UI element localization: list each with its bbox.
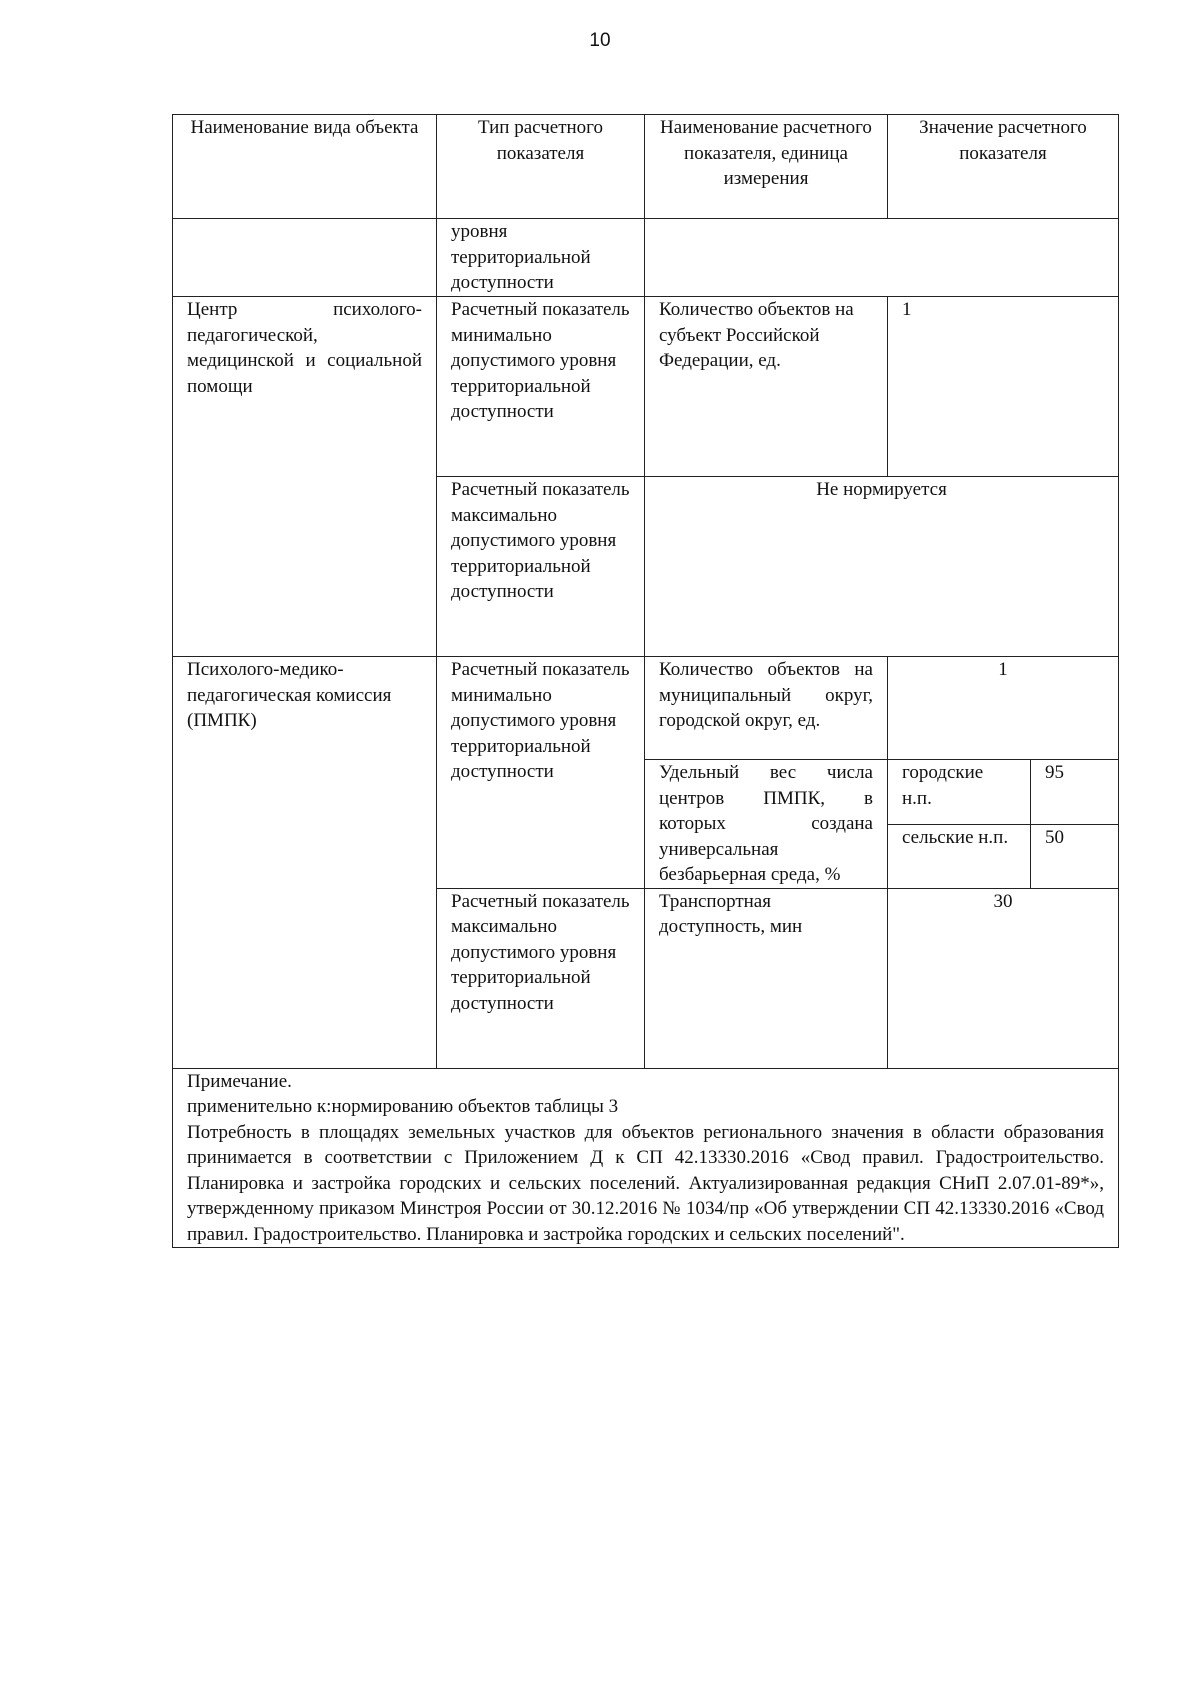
psych-center-name: Центр психолого-педагогической, медицинской и социальной помощи — [173, 297, 437, 657]
note-title: Примечание. — [187, 1070, 292, 1092]
table-row — [173, 297, 1119, 477]
note-body: Потребность в площадях земельных участков для объектов регионального значения в области образования принимается в соответствии с Приложением Д к СП 42.13330.2016 «Свод правил. Градостроительство. Планировка и застройка городских и сельских поселений. Актуализированная редакция СНиП 2.07.01-89*», утвержденному приказом Минстроя России от 30.12.2016 № 1034/пр «Об утверждении СП 42.13330.2016 «Свод правил. Градостроительство. Планировка и застройка городских и сельских поселений". — [187, 1121, 1104, 1245]
table-row — [173, 657, 1119, 760]
pmpk-count-indicator: Количество объектов на муниципальный округ, городской округ, ед. — [645, 657, 888, 760]
pmpk-rural-label: сельские н.п. — [888, 825, 1031, 888]
pmpk-rural-value: 50 — [1031, 825, 1119, 888]
pmpk-urban-label: городские н.п. — [888, 760, 1031, 825]
psych-center-max-type: Расчетный показатель максимально допустимого уровня территориальной доступности — [437, 477, 645, 657]
pmpk-transport-indicator: Транспортная доступность, мин — [645, 888, 888, 1068]
psych-center-min-type: Расчетный показатель минимально допустимого уровня территориальной доступности — [437, 297, 645, 477]
pmpk-urban-value: 95 — [1031, 760, 1119, 825]
header-indicator-value: Значение расчетного показателя — [888, 115, 1119, 219]
pmpk-min-type: Расчетный показатель минимально допустимого уровня территориальной доступности — [437, 657, 645, 889]
indicators-table — [172, 114, 1119, 1248]
pmpk-transport-value: 30 — [888, 888, 1119, 1068]
header-object-type: Наименование вида объекта — [173, 115, 437, 219]
note-line1: применительно к:нормированию объектов таблицы 3 — [187, 1096, 619, 1117]
pmpk-count-value: 1 — [888, 657, 1119, 760]
header-indicator-name: Наименование расчетного показателя, единица измерения — [645, 115, 888, 219]
table-row — [173, 219, 1119, 297]
table-note — [173, 1068, 1119, 1248]
psych-center-min-indicator: Количество объектов на субъект Российской Федерации, ед. — [645, 297, 888, 477]
page-number: 10 — [589, 30, 611, 51]
pmpk-name: Психолого-медико-педагогическая комиссия (ПМПК) — [173, 657, 437, 1069]
psych-center-max-value: Не нормируется — [645, 477, 1119, 657]
header-indicator-type: Тип расчетного показателя — [437, 115, 645, 219]
continuation-empty-cell — [173, 219, 437, 297]
pmpk-share-indicator: Удельный вес числа центров ПМПК, в которых создана универсальная безбарьерная среда, % — [645, 760, 888, 889]
continuation-type-cell: уровня территориальной доступности — [437, 219, 645, 297]
table-header-row — [173, 115, 1119, 219]
pmpk-max-type: Расчетный показатель максимально допустимого уровня территориальной доступности — [437, 888, 645, 1068]
psych-center-min-value: 1 — [888, 297, 1119, 477]
table-row — [173, 1068, 1119, 1248]
continuation-empty-cell — [645, 219, 1119, 297]
